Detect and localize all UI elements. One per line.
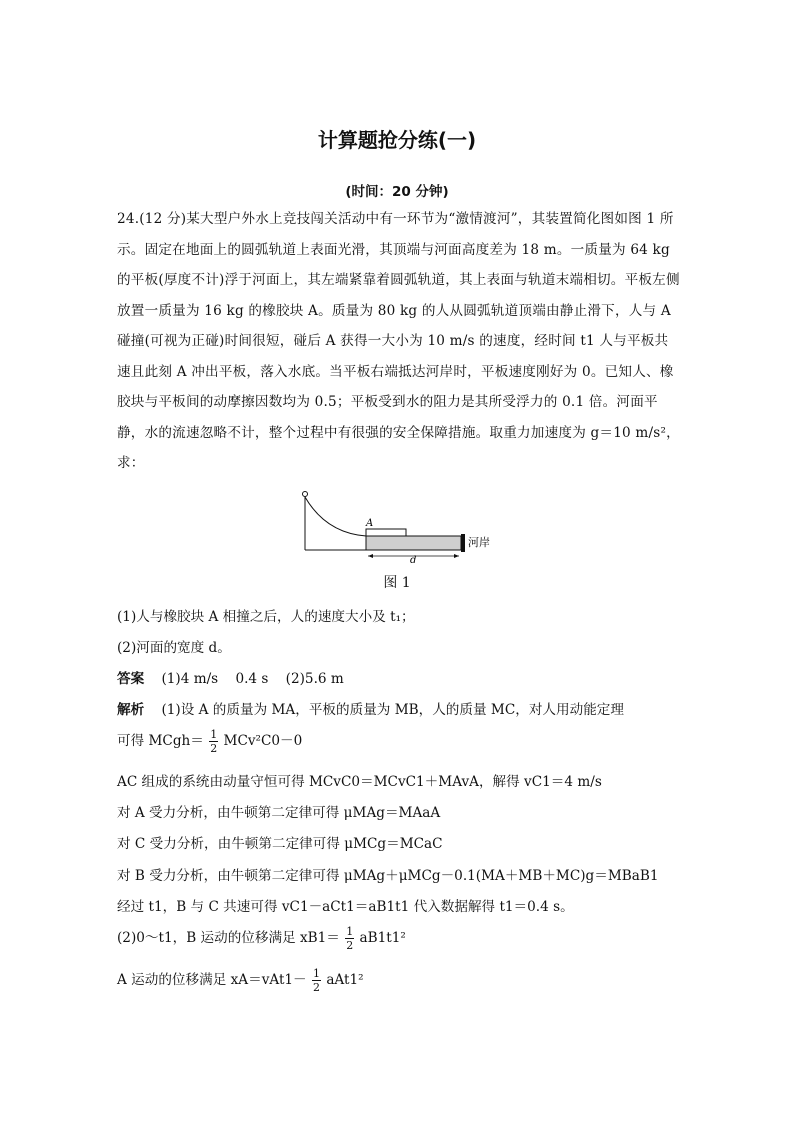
- analysis-line-4: 对 A 受力分析，由牛顿第二定律可得 μMAg＝MAaA: [117, 805, 441, 821]
- figure-caption: 图 1: [383, 575, 411, 591]
- question-1: (1)人与橡胶块 A 相撞之后，人的速度大小及 t₁；: [117, 609, 415, 625]
- analysis-label: 解析: [117, 702, 145, 718]
- analysis-text-2b: MCv²C0－0: [223, 733, 303, 749]
- fraction-half: $\frac{1}{2}$: [346, 925, 354, 952]
- question-2: (2)河面的宽度 d。: [117, 640, 231, 656]
- figure-1-diagram: [296, 488, 511, 564]
- analysis-line-3: AC 组成的系统由动量守恒可得 MCvC0＝MCvC1＋MAvA，解得 vC1＝4 m/s: [117, 774, 602, 790]
- analysis-text-2a: 可得 MCgh＝: [117, 733, 204, 749]
- analysis-text-1: (1)设 A 的质量为 MA，平板的质量为 MB，人的质量 MC，对人用动能定理: [161, 702, 624, 718]
- analysis-text-8a: (2)0～t1，B 运动的位移满足 xB1＝: [117, 930, 340, 946]
- floating-plank: [366, 536, 461, 550]
- arrow-head-left: [368, 554, 373, 558]
- analysis-text-9b: aAt1²: [326, 972, 364, 988]
- time-limit: (时间：20 分钟): [345, 184, 449, 200]
- analysis-text-9a: A 运动的位移满足 xA＝vAt1－: [117, 972, 307, 988]
- analysis-line-8: [117, 925, 406, 952]
- analysis-line-5: 对 C 受力分析，由牛顿第二定律可得 μMCg＝MCaC: [117, 836, 443, 852]
- problem-statement: 24.(12 分)某大型户外水上竞技闯关活动中有一环节为“激情渡河”，其装置简化图如图 1 所示。固定在地面上的圆弧轨道上表面光滑，其顶端与河面高度差为 18 m。一质量为 64 kg 的平板(厚度不计)浮于河面上，其左端紧靠着圆弧轨道，其上表面与轨道末端相切。平板左侧放置一质量为 16 kg 的橡胶块 A。质量为 80 kg 的人从圆弧轨道顶端由静止滑下，人与 A 碰撞(可视为正碰)时间很短，碰后 A 获得一大小为 10 m/s 的速度，经时间 t1 人与平板共速且此刻 A 冲出平板，落入水底。当平板右端抵达河岸时，平板速度刚好为 0。已知人、橡胶块与平板间的动摩擦因数均为 0.5；平板受到水的阻力是其所受浮力的 0.1 倍。河面平静，水的流速忽略不计，整个过程中有很强的安全保障措施。取重力加速度为 g＝10 m/s²，求：: [117, 211, 680, 471]
- page-title: 计算题抢分练(一): [317, 128, 477, 152]
- river-bank: [461, 534, 465, 552]
- fraction-half: $\frac{1}{2}$: [210, 728, 218, 755]
- arc-track: [305, 497, 366, 536]
- analysis-line-2: [117, 728, 302, 755]
- fraction-half: $\frac{1}{2}$: [312, 967, 320, 994]
- answer-line: [117, 667, 344, 687]
- analysis-line-9: [117, 967, 364, 994]
- answer-part-3: (2)5.6 m: [285, 671, 344, 687]
- label-d: d: [410, 555, 417, 564]
- answer-part-1: (1)4 m/s: [161, 671, 219, 687]
- analysis-text-8b: aB1t1²: [359, 930, 406, 946]
- rubber-block-a: [366, 529, 406, 536]
- track-top-point: [303, 492, 308, 497]
- answer-label: 答案: [117, 671, 145, 687]
- analysis-line-6: 对 B 受力分析，由牛顿第二定律可得 μMAg＋μMCg－0.1(MA＋MB＋MC)g＝MBaB1: [117, 868, 659, 884]
- label-a: A: [366, 518, 374, 529]
- answer-part-2: 0.4 s: [235, 671, 269, 687]
- analysis-line-7: 经过 t1，B 与 C 共速可得 vC1－aCt1＝aB1t1 代入数据解得 t1＝0.4 s。: [117, 899, 574, 915]
- label-bank: 河岸: [468, 536, 490, 549]
- arrow-head-right: [454, 554, 459, 558]
- analysis-line-1: [117, 698, 624, 718]
